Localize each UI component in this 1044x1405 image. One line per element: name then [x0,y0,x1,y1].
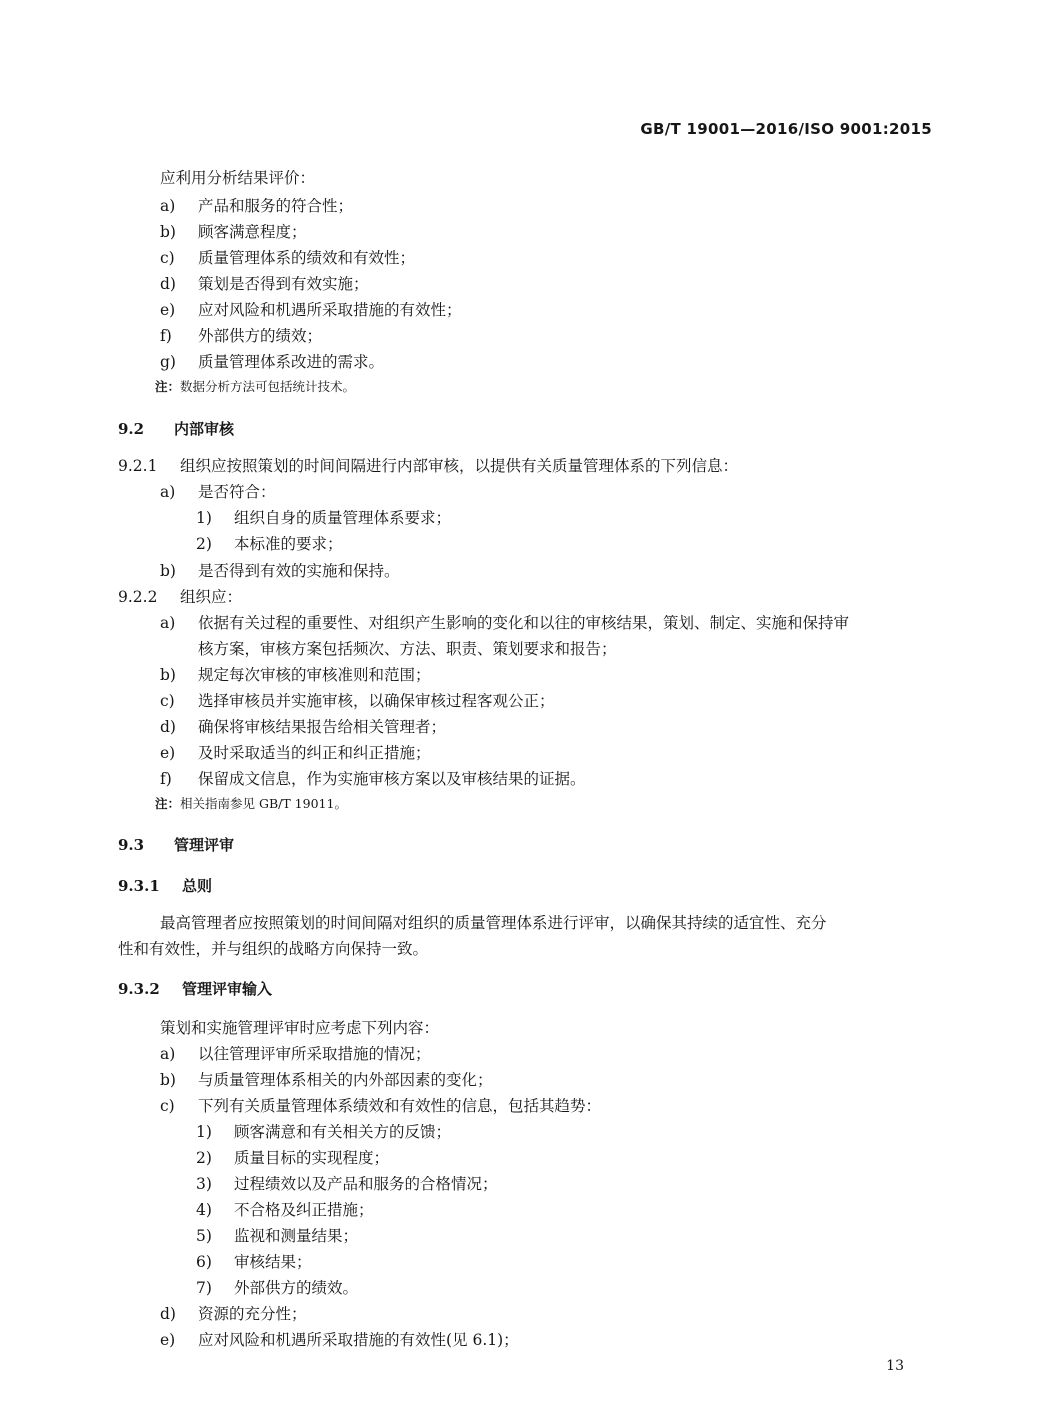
item-marker: 4) [196,1201,212,1219]
item-marker: a) [160,614,176,632]
note-text: 相关指南参见 GB/T 19011。 [180,796,347,811]
item-text: 保留成文信息，作为实施审核方案以及审核结果的证据。 [198,770,586,788]
clause-heading-9-3-2 [118,978,272,999]
item-text: 顾客满意程度； [198,223,307,241]
section-number: 9.3 [118,836,145,854]
item-marker: 1) [196,509,212,527]
clause-title: 总则 [182,877,213,895]
item-marker: a) [160,197,176,215]
list-item [160,1070,493,1090]
item-marker: f) [160,770,172,788]
lead-text: 策划和实施管理评审时应考虑下列内容： [160,1019,440,1037]
note-text: 数据分析方法可包括统计技术。 [180,379,356,394]
item-text: 下列有关质量管理体系绩效和有效性的信息，包括其趋势： [198,1097,602,1115]
sub-item [196,1122,451,1142]
item-text: 选择审核员并实施审核，以确保审核过程客观公正； [198,692,555,710]
section-heading-9-3 [118,834,234,855]
item-text: 是否得到有效的实施和保持。 [198,562,400,580]
item-text: 质量管理体系的绩效和有效性； [198,249,416,267]
note [155,378,355,396]
item-marker: f) [160,327,172,345]
item-marker: a) [160,1045,176,1063]
item-continuation: 核方案，审核方案包括频次、方法、职责、策划要求和报告； [198,640,617,658]
sub-item [196,1278,358,1298]
item-marker: b) [160,223,176,241]
paragraph-line: 性和有效性，并与组织的战略方向保持一致。 [118,940,429,958]
item-marker: b) [160,666,176,684]
item-marker: 6) [196,1253,212,1271]
sub-item [196,1226,358,1246]
item-marker: 2) [196,535,212,553]
list-item [160,665,431,685]
item-text: 与质量管理体系相关的内外部因素的变化； [198,1071,493,1089]
clause-number: 9.2.1 [118,457,158,475]
note-label: 注： [155,379,181,394]
item-marker: 7) [196,1279,212,1297]
sub-item [196,1252,312,1272]
item-text: 本标准的要求； [234,535,343,553]
section-number: 9.2 [118,420,145,438]
list-item [160,561,400,581]
page-number: 13 [886,1358,904,1374]
note [155,795,347,813]
section-title: 管理评审 [174,836,235,854]
standard-header: GB/T 19001—2016/ISO 9001:2015 [640,120,932,138]
item-marker: c) [160,249,175,267]
list-item [160,248,415,268]
item-text: 质量目标的实现程度； [234,1149,390,1167]
item-text: 以往管理评审所采取措施的情况； [198,1045,431,1063]
clause-9-2-1 [118,456,738,476]
list-item [160,1330,519,1350]
clause-text: 组织应： [180,588,243,606]
item-text: 审核结果； [234,1253,312,1271]
list-item [160,717,446,737]
item-marker: a) [160,483,176,501]
item-text: 顾客满意和有关相关方的反馈； [234,1123,452,1141]
clause-title: 管理评审输入 [182,980,273,998]
section-title: 内部审核 [174,420,235,438]
item-marker: c) [160,692,175,710]
list-item [160,482,276,502]
item-marker: e) [160,744,176,762]
list-item [160,352,384,372]
item-text: 产品和服务的符合性； [198,197,354,215]
item-marker: b) [160,562,176,580]
item-text: 及时采取适当的纠正和纠正措施； [198,744,431,762]
item-text: 应对风险和机遇所采取措施的有效性(见 6.1)； [198,1331,519,1349]
item-text: 质量管理体系改进的需求。 [198,353,385,371]
sub-item [196,1174,498,1194]
clause-9-2-2 [118,587,242,607]
item-text: 外部供方的绩效； [198,327,323,345]
item-text: 过程绩效以及产品和服务的合格情况； [234,1175,498,1193]
item-text: 监视和测量结果； [234,1227,359,1245]
clause-text: 组织应按照策划的时间间隔进行内部审核，以提供有关质量管理体系的下列信息： [180,457,739,475]
list-item [160,326,322,346]
item-marker: d) [160,275,176,293]
item-text: 是否符合： [198,483,276,501]
sub-item [196,1200,374,1220]
list-item [160,743,431,763]
item-marker: 3) [196,1175,212,1193]
item-text: 不合格及纠正措施； [234,1201,374,1219]
list-item [160,1044,431,1064]
item-marker: 1) [196,1123,212,1141]
item-text: 应对风险和机遇所采取措施的有效性； [198,301,462,319]
item-marker: 5) [196,1227,212,1245]
clause-heading-9-3-1 [118,875,212,896]
item-marker: 2) [196,1149,212,1167]
list-item [160,274,369,294]
list-item [160,769,586,789]
sub-item [196,1148,389,1168]
note-label: 注： [155,796,181,811]
item-text: 外部供方的绩效。 [234,1279,359,1297]
item-text: 策划是否得到有效实施； [198,275,369,293]
section-heading-9-2 [118,418,234,439]
item-text: 确保将审核结果报告给相关管理者； [198,718,447,736]
lead-text: 应利用分析结果评价： [160,169,316,187]
sub-item [196,508,451,528]
sub-item [196,534,343,554]
item-text: 规定每次审核的审核准则和范围； [198,666,431,684]
paragraph-line: 最高管理者应按照策划的时间间隔对组织的质量管理体系进行评审，以确保其持续的适宜性、充分 [160,914,827,932]
clause-number: 9.3.2 [118,980,160,998]
item-marker: d) [160,1305,176,1323]
list-item [160,222,307,242]
clause-number: 9.3.1 [118,877,160,895]
clause-number: 9.2.2 [118,588,158,606]
item-marker: e) [160,1331,176,1349]
item-marker: e) [160,301,176,319]
list-item [160,691,555,711]
item-text: 依据有关过程的重要性、对组织产生影响的变化和以往的审核结果，策划、制定、实施和保持审 [198,614,850,632]
item-text: 资源的充分性； [198,1305,307,1323]
item-marker: b) [160,1071,176,1089]
item-marker: g) [160,353,176,371]
list-item [160,1096,601,1116]
item-text: 组织自身的质量管理体系要求； [234,509,452,527]
list-item [160,300,462,320]
item-marker: d) [160,718,176,736]
item-marker: c) [160,1097,175,1115]
list-item [160,196,353,216]
list-item [160,1304,307,1324]
list-item [160,613,849,633]
